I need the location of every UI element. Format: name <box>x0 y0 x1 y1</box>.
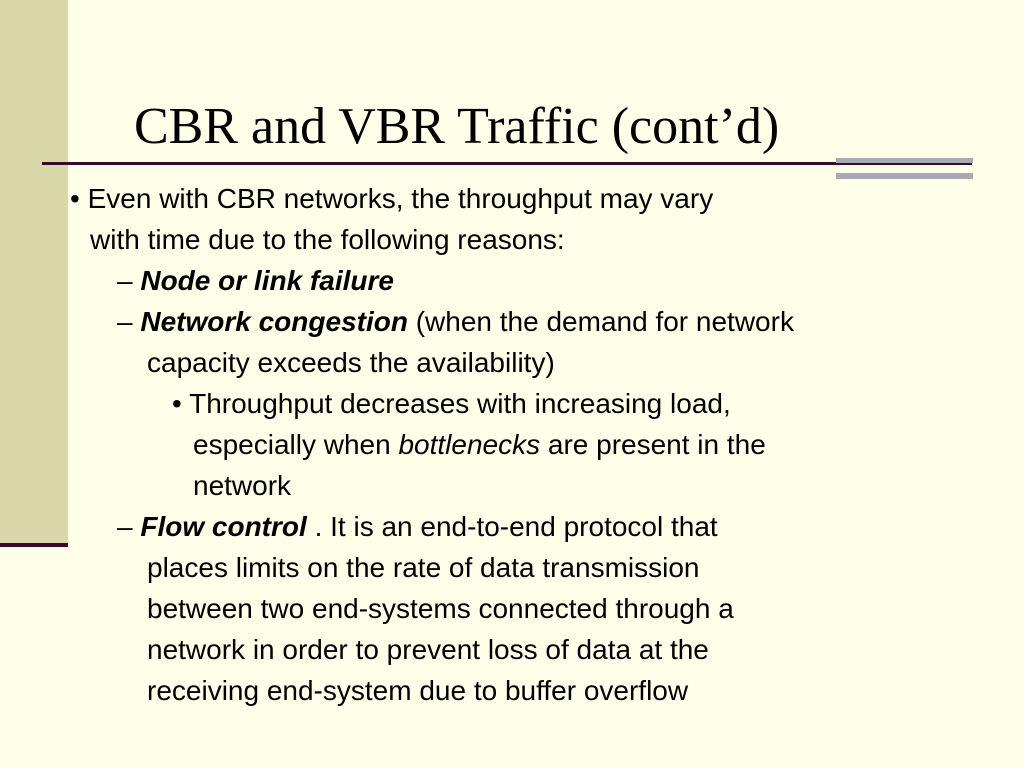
sub-bullet-text: Throughput decreases with increasing load, <box>189 388 731 419</box>
dash-marker: – <box>117 265 133 296</box>
sub-bullet-line-1 <box>172 383 731 424</box>
bullet-1-text: Even with CBR networks, the throughput may vary <box>87 183 714 214</box>
slide-title: CBR and VBR Traffic (cont’d) <box>134 98 780 155</box>
dash-marker: – <box>117 306 133 337</box>
item-2-text: (when the demand for network <box>407 306 794 337</box>
sub-bullet-line-2 <box>193 424 766 465</box>
item-3-line-1 <box>117 506 718 547</box>
bullet-marker: • <box>70 183 80 214</box>
dash-marker: – <box>117 511 133 542</box>
item-3-line-4: network in order to prevent loss of data at the <box>147 634 709 665</box>
left-accent-band <box>0 0 68 546</box>
title-accent-bar-upper <box>836 158 973 163</box>
sub-bullet-text-pre: especially when <box>193 429 399 460</box>
left-accent-rule <box>0 543 68 547</box>
sub-bullet-text-post: are present in the <box>540 429 766 460</box>
item-3-text: . It is an end-to-end protocol that <box>306 511 718 542</box>
bullet-1-line-2: with time due to the following reasons: <box>90 224 565 255</box>
item-3-line-2: places limits on the rate of data transmission <box>147 552 700 583</box>
bullet-1-line-1 <box>70 178 713 219</box>
item-3-line-3: between two end-systems connected through a <box>147 593 734 624</box>
sub-bullet-marker: • <box>172 388 182 419</box>
sub-bullet-emphasis: bottlenecks <box>398 429 541 460</box>
title-underline-rule <box>42 162 972 165</box>
title-accent-bar-lower <box>836 173 973 179</box>
sub-bullet-line-3: network <box>193 470 292 501</box>
item-2-term: Network congestion <box>140 306 408 337</box>
item-3-line-5: receiving end-system due to buffer overflow <box>147 675 689 706</box>
item-2-line-2: capacity exceeds the availability) <box>147 347 555 378</box>
item-1 <box>117 260 394 301</box>
item-3-term: Flow control <box>140 511 307 542</box>
item-1-term: Node or link failure <box>140 265 394 296</box>
item-2-line-1 <box>117 301 794 342</box>
